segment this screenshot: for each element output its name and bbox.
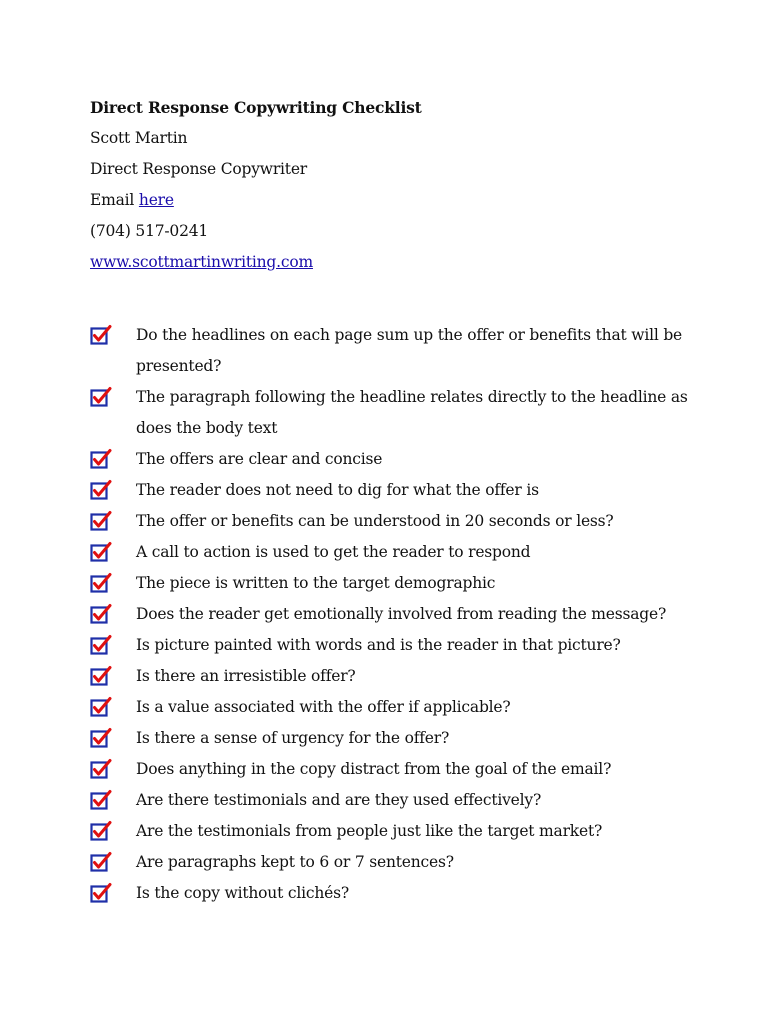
checked-box-icon (90, 634, 112, 656)
checklist-item (90, 320, 690, 382)
checklist-item-text: The paragraph following the headline relates directly to the headline as does the body text (136, 388, 688, 437)
checked-box-icon (90, 572, 112, 594)
checked-box-icon (90, 386, 112, 408)
checklist-item-text: A call to action is used to get the reader to respond (136, 543, 531, 561)
checklist-item (90, 506, 690, 537)
website-link[interactable]: www.scottmartinwriting.com (90, 253, 313, 271)
checklist-item-text: Is a value associated with the offer if applicable? (136, 698, 511, 716)
checklist-item-text: Does the reader get emotionally involved from reading the message? (136, 605, 667, 623)
checked-box-icon (90, 324, 112, 346)
checked-box-icon (90, 882, 112, 904)
checked-box-icon (90, 541, 112, 563)
checklist-item (90, 692, 690, 723)
website-line (90, 247, 710, 278)
checked-box-icon (90, 603, 112, 625)
checklist-item (90, 723, 690, 754)
author-role: Direct Response Copywriter (90, 160, 308, 178)
checked-box-icon (90, 665, 112, 687)
checklist-item-text: Do the headlines on each page sum up the offer or benefits that will be presented? (136, 326, 683, 375)
checked-box-icon (90, 696, 112, 718)
checked-box-icon (90, 479, 112, 501)
document-header (90, 92, 710, 278)
checklist-item (90, 785, 690, 816)
checklist-item-text: The offer or benefits can be understood in 20 seconds or less? (136, 512, 614, 530)
checklist-item (90, 568, 690, 599)
checklist-item-text: Are the testimonials from people just like the target market? (136, 822, 603, 840)
checked-box-icon (90, 448, 112, 470)
checked-box-icon (90, 510, 112, 532)
checklist-item (90, 630, 690, 661)
checklist-item-text: Is there an irresistible offer? (136, 667, 356, 685)
checked-box-icon (90, 789, 112, 811)
checklist-item-text: Does anything in the copy distract from the goal of the email? (136, 760, 612, 778)
email-label: Email (90, 191, 139, 209)
checklist-item-text: Is the copy without clichés? (136, 884, 349, 902)
checklist-item (90, 816, 690, 847)
author-name: Scott Martin (90, 129, 188, 147)
checklist (90, 320, 690, 909)
checklist-item (90, 444, 690, 475)
checklist-item (90, 599, 690, 630)
checklist-item-text: Is there a sense of urgency for the offer? (136, 729, 450, 747)
checklist-item-text: The offers are clear and concise (136, 450, 383, 468)
checklist-item-text: The reader does not need to dig for what the offer is (136, 481, 539, 499)
checklist-item (90, 382, 690, 444)
checklist-item-text: Is picture painted with words and is the reader in that picture? (136, 636, 621, 654)
checklist-item (90, 661, 690, 692)
checklist-item (90, 475, 690, 506)
checklist-item-text: Are paragraphs kept to 6 or 7 sentences? (136, 853, 454, 871)
checked-box-icon (90, 820, 112, 842)
email-link[interactable]: here (138, 191, 174, 209)
checklist-item (90, 878, 690, 909)
phone-number: (704) 517-0241 (90, 222, 209, 240)
checked-box-icon (90, 851, 112, 873)
checklist-item (90, 537, 690, 568)
checklist-item (90, 754, 690, 785)
checked-box-icon (90, 727, 112, 749)
checklist-item-text: Are there testimonials and are they used effectively? (136, 791, 542, 809)
checklist-item (90, 847, 690, 878)
document-title: Direct Response Copywriting Checklist (90, 98, 422, 117)
checklist-item-text: The piece is written to the target demographic (136, 574, 496, 592)
checked-box-icon (90, 758, 112, 780)
email-line (90, 185, 710, 216)
